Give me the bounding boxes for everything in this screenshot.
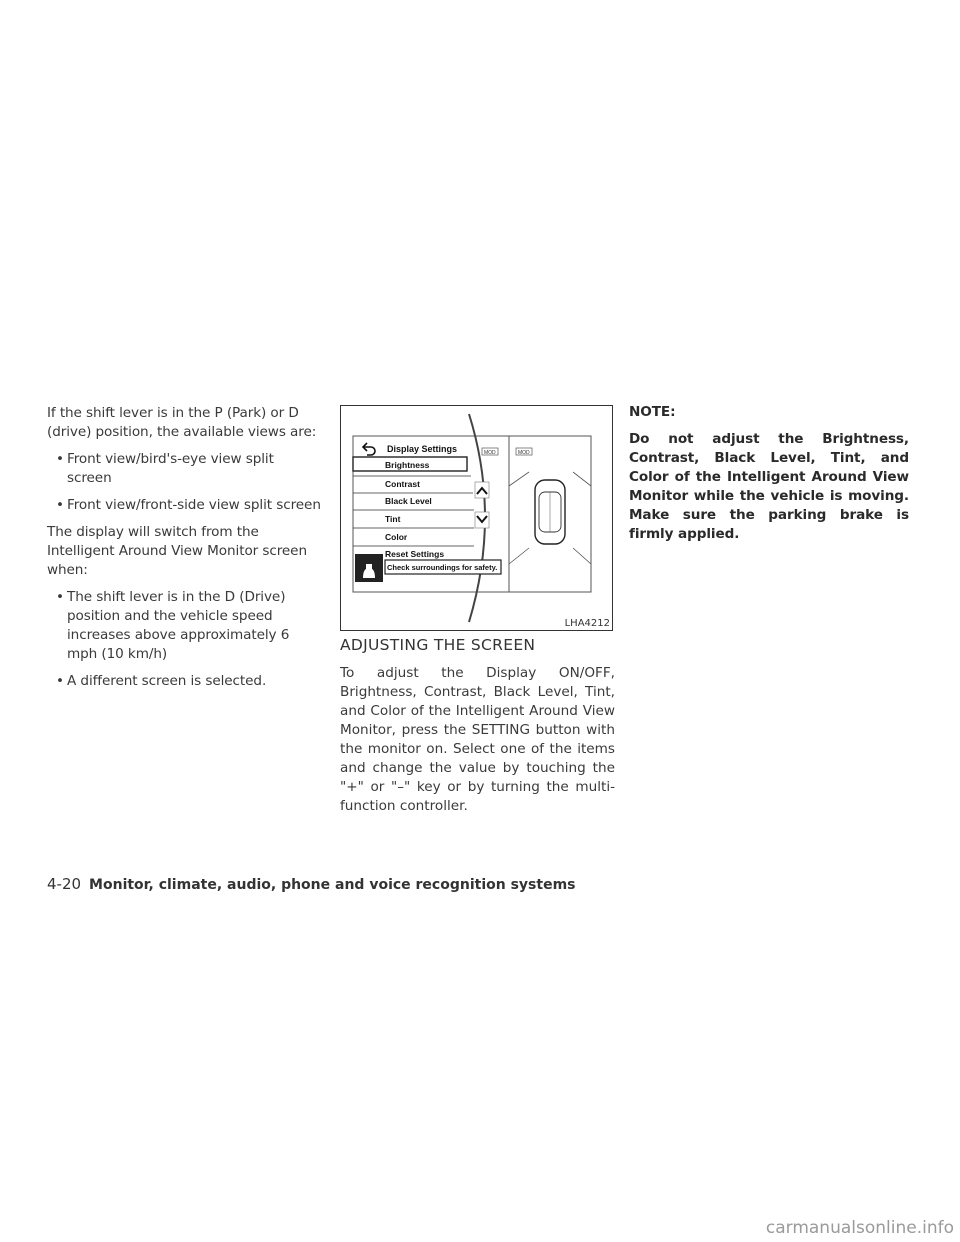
menu-item: Contrast — [385, 479, 420, 489]
page-number: 4-20 — [47, 875, 82, 893]
menu-item: Brightness — [385, 460, 430, 470]
menu-item: Reset Settings — [385, 549, 445, 559]
car-safety-icon — [355, 554, 383, 582]
warning-text: Check surroundings for safety. — [387, 563, 498, 572]
intro-text: If the shift lever is in the P (Park) or D (drive) position, the available views are: — [47, 405, 317, 440]
figure-label: LHA4212 — [564, 618, 610, 629]
note-column — [629, 403, 909, 552]
page-footer — [47, 875, 576, 893]
switch-item: • The shift lever is in the D (Drive) position and the vehicle speed increases above approximately 6 mph (10 km/h) — [47, 588, 321, 664]
menu-item: Tint — [385, 514, 401, 524]
adjusting-section — [340, 636, 615, 816]
back-icon — [363, 443, 375, 455]
mod-badge-icon — [516, 448, 532, 456]
note-heading: NOTE: — [629, 404, 676, 420]
watermark: carmanualsonline.info — [765, 1218, 954, 1238]
scroll-up-icon — [475, 482, 489, 498]
switch-intro-text: The display will switch from the Intelligent Around View Monitor screen when: — [47, 524, 307, 578]
note-body: Do not adjust the Brightness, Contrast, Black Level, Tint, and Color of the Intelligent Around View Monitor while the vehicle is moving. Make sure the parking brake is firmly applied. — [629, 431, 909, 542]
section-heading: ADJUSTING THE SCREEN — [340, 636, 536, 654]
view-item: • Front view/front-side view split screen — [47, 496, 321, 515]
menu-item: Black Level — [385, 496, 432, 506]
monitor-illustration — [341, 406, 612, 630]
birds-eye-view-icon — [509, 472, 591, 564]
chapter-title: Monitor, climate, audio, phone and voice recognition systems — [89, 877, 576, 893]
view-item: • Front view/bird's-eye view split screen — [47, 450, 321, 488]
left-column — [47, 404, 321, 699]
menu-item: Color — [385, 532, 408, 542]
scroll-down-icon — [475, 512, 489, 528]
svg-text:MOD: MOD — [518, 450, 530, 456]
mod-badge-icon — [482, 448, 498, 456]
menu-title: Display Settings — [387, 444, 458, 454]
svg-text:MOD: MOD — [484, 450, 496, 456]
display-settings-figure — [340, 405, 613, 631]
section-body: To adjust the Display ON/OFF, Brightness, Contrast, Black Level, Tint, and Color of the Intelligent Around View Monitor, press the SETTING button with the monitor on. Select one of the items and change the value by touching the "+" or "–" key or by turning the multi-function controller. — [340, 665, 615, 814]
switch-item: • A different screen is selected. — [47, 672, 321, 691]
